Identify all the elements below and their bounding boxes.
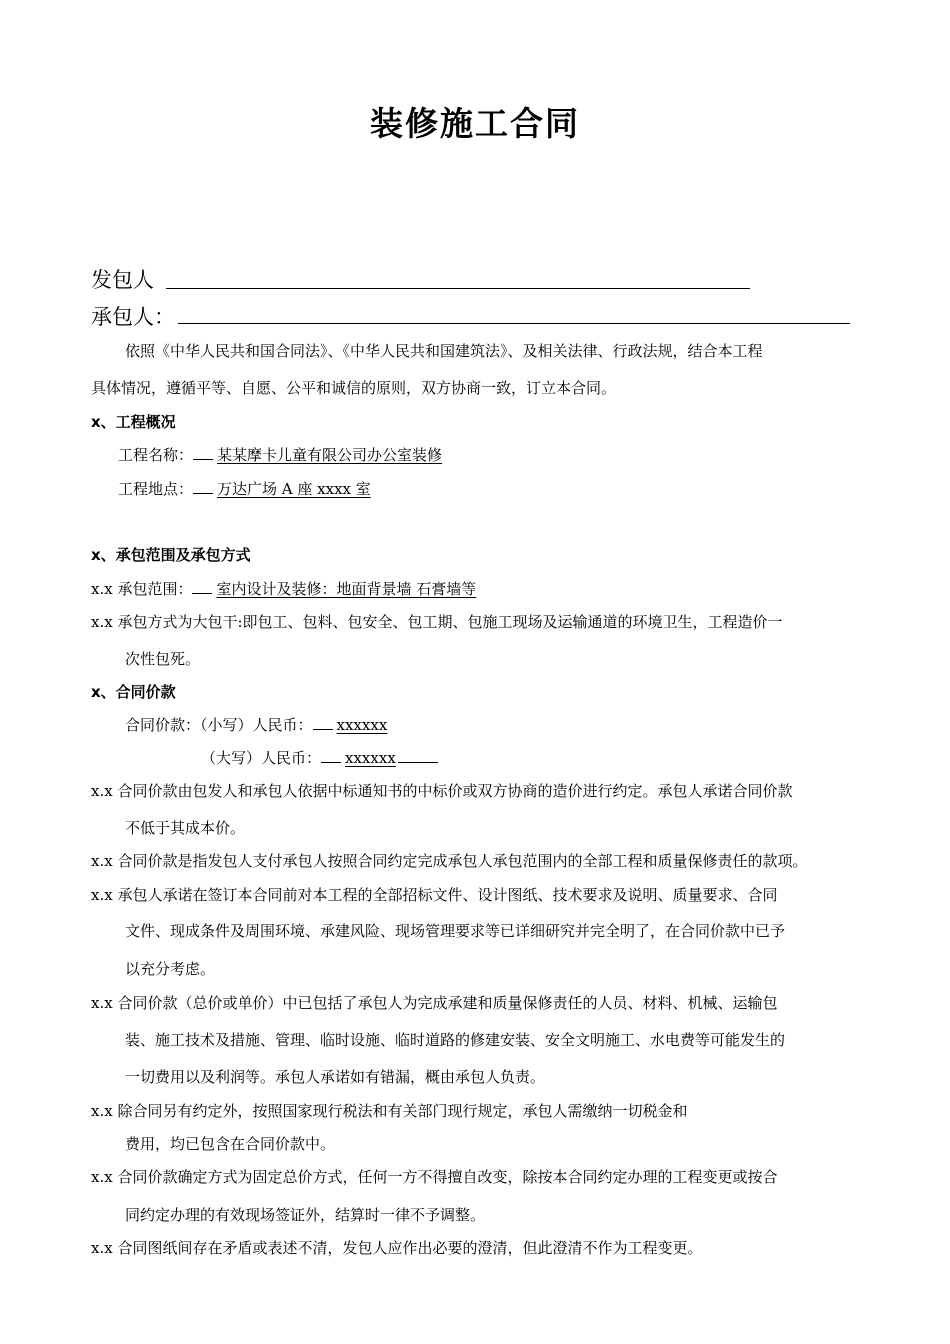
clause-2-line-1: x.x 合同价款是指发包人支付承包人按照合同约定完成承包人承包范围内的全部工程和质量保修责任的款项。 (91, 852, 808, 870)
underline-lead (313, 715, 333, 730)
project-site-row (118, 478, 371, 499)
price-small-row (125, 714, 387, 735)
underline-trail (398, 748, 438, 763)
price-big-label: （大写）人民币： (201, 749, 322, 767)
price-big-value: xxxxxx (345, 749, 396, 767)
project-site-label: 工程地点： (118, 480, 194, 498)
clause-3-line-1: x.x 承包人承诺在签订本合同前对本工程的全部招标文件、设计图纸、技术要求及说明、质量要求、合同 (91, 886, 778, 904)
clause-4-line-2: 装、施工技术及措施、管理、临时设施、临时道路的修建安装、安全文明施工、水电费等可能发生的 (125, 1031, 786, 1049)
section-3-heading: x、合同价款 (91, 683, 176, 701)
scope-value: 室内设计及装修：地面背景墙 石膏墙等 (216, 580, 477, 598)
employer-label: 发包人 (91, 268, 154, 292)
scope-row (91, 578, 476, 599)
price-small-label: 合同价款：（小写）人民币： (125, 716, 313, 734)
preamble-line-1: 依照《中华人民共和国合同法》、《中华人民共和国建筑法》、及相关法律、行政法规，结合本工程 (125, 342, 763, 360)
project-name-value: 某某摩卡儿童有限公司办公室装修 (217, 446, 443, 464)
project-site-value: 万达广场 A 座 xxxx 室 (217, 480, 371, 498)
scope-label: x.x 承包范围： (91, 580, 193, 598)
project-name-row (118, 444, 442, 465)
underline-lead (193, 479, 213, 494)
underline-lead (321, 748, 341, 763)
employer-blank-line (166, 288, 750, 289)
clause-7-line-1: x.x 合同图纸间存在矛盾或表述不清，发包人应作出必要的澄清，但此澄清不作为工程变更。 (91, 1239, 703, 1257)
method-line-1: x.x 承包方式为大包干:即包工、包料、包安全、包工期、包施工现场及运输通道的环境卫生，工程造价一 (91, 613, 783, 631)
section-2-heading: x、承包范围及承包方式 (91, 546, 251, 564)
underline-lead (192, 579, 212, 594)
project-name-label: 工程名称： (118, 446, 194, 464)
price-big-row (201, 747, 438, 768)
clause-3-line-2: 文件、现成条件及周围环境、承建风险、现场管理要求等已详细研究并完全明了，在合同价款中已予 (125, 922, 786, 940)
clause-6-line-2: 同约定办理的有效现场签证外，结算时一律不予调整。 (125, 1206, 486, 1224)
underline-lead (193, 445, 213, 460)
clause-5-line-1: x.x 除合同另有约定外，按照国家现行税法和有关部门现行规定，承包人需缴纳一切税金和 (91, 1102, 688, 1120)
clause-6-line-1: x.x 合同价款确定方式为固定总价方式，任何一方不得擅自改变，除按本合同约定办理的工程变更或按合 (91, 1168, 778, 1186)
clause-1-line-1: x.x 合同价款由包发人和承包人依据中标通知书的中标价或双方协商的造价进行约定。承包人承诺合同价款 (91, 782, 793, 800)
contractor-blank-line (178, 323, 850, 324)
clause-3-line-3: 以充分考虑。 (125, 960, 216, 978)
contractor-label: 承包人： (91, 305, 175, 329)
method-line-2: 次性包死。 (125, 650, 201, 668)
clause-4-line-1: x.x 合同价款（总价或单价）中已包括了承包人为完成承建和质量保修责任的人员、材料、机械、运输包 (91, 994, 778, 1012)
document-title: 装修施工合同 (370, 104, 580, 143)
clause-4-line-3: 一切费用以及利润等。承包人承诺如有错漏，概由承包人负责。 (125, 1068, 546, 1086)
preamble-line-2: 具体情况，遵循平等、自愿、公平和诚信的原则，双方协商一致，订立本合同。 (91, 379, 617, 397)
section-1-heading: x、工程概况 (91, 413, 176, 431)
price-small-value: xxxxxx (336, 716, 388, 734)
clause-5-line-2: 费用，均已包含在合同价款中。 (125, 1135, 336, 1153)
clause-1-line-2: 不低于其成本价。 (125, 819, 246, 837)
